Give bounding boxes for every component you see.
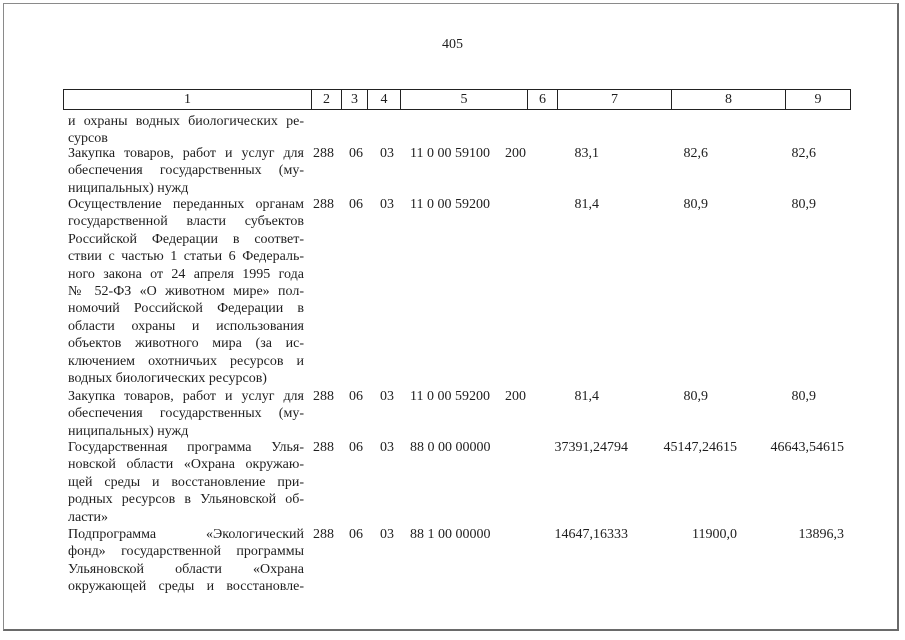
description-line: ствии с частью 1 статьи 6 Федераль-: [68, 249, 304, 265]
cell-amount-col8: 45147,24615: [663, 440, 737, 455]
cell-ministry-code: 288: [313, 197, 334, 212]
cell-subsection: 03: [380, 440, 394, 455]
cell-amount-col7: 81,4: [574, 389, 599, 404]
row-description: [68, 439, 304, 526]
row-description: [68, 145, 304, 197]
cell-target-article: 11 0 00 59100: [410, 146, 490, 161]
description-line: области охраны и использования: [68, 318, 304, 334]
description-line: ключением охотничьих ресурсов и: [68, 353, 304, 369]
row-description: [68, 526, 304, 596]
cell-target-article: 11 0 00 59200: [410, 197, 490, 212]
description-line: № 52-ФЗ «О животном мире» пол-: [68, 284, 304, 300]
description-line: обеспечения государственных (му-: [68, 163, 304, 179]
cell-expense-type: 200: [505, 146, 526, 161]
description-line: Закупка товаров, работ и услуг для: [68, 389, 304, 404]
header-col-8: 8: [672, 90, 786, 109]
header-col-5: 5: [401, 90, 528, 109]
header-col-3: 3: [342, 90, 368, 109]
description-line: Ульяновской области «Охрана: [68, 561, 304, 577]
description-line: новской области «Охрана окружаю-: [68, 457, 304, 473]
cell-ministry-code: 288: [313, 527, 334, 542]
cell-section: 06: [349, 146, 363, 161]
cell-amount-col9: 80,9: [791, 197, 816, 212]
cell-section: 06: [349, 389, 363, 404]
header-col-9: 9: [814, 92, 822, 107]
cell-section: 06: [349, 440, 363, 455]
header-col-2: 2: [312, 90, 342, 109]
cell-target-article: 88 0 00 00000: [410, 440, 491, 455]
description-line: обеспечения государственных (му-: [68, 406, 304, 422]
cell-subsection: 03: [380, 197, 394, 212]
cell-amount-col9: 82,6: [791, 146, 816, 161]
cell-amount-col8: 11900,0: [692, 527, 737, 542]
cell-amount-col7: 37391,24794: [554, 440, 628, 455]
cell-target-article: 11 0 00 59200: [410, 389, 490, 404]
description-line: объектов животного мира (за ис-: [68, 336, 304, 352]
header-col-1: 1: [64, 90, 312, 109]
cell-amount-col9: 13896,3: [798, 527, 844, 542]
cell-expense-type: 200: [505, 389, 526, 404]
description-line: ниципальных) нужд: [68, 423, 189, 439]
cell-amount-col9: 46643,54615: [770, 440, 844, 455]
cell-amount-col7: 83,1: [574, 146, 599, 161]
header-col-4: 4: [368, 90, 401, 109]
row-description: [68, 388, 304, 440]
description-line: Российской Федерации в соответ-: [68, 231, 304, 247]
cell-amount-col7: 81,4: [574, 197, 599, 212]
description-line: Осуществление переданных органам: [68, 197, 304, 212]
header-col-7: 7: [558, 90, 672, 109]
description-line: и охраны водных биологических ре-: [68, 114, 304, 129]
page-number: 405: [442, 37, 463, 52]
cell-subsection: 03: [380, 389, 394, 404]
cell-amount-col8: 82,6: [683, 146, 708, 161]
description-line: родных ресурсов в Ульяновской об-: [68, 492, 304, 508]
description-line: Государственная программа Улья-: [68, 440, 304, 455]
description-line: фонд» государственной программы: [68, 544, 304, 560]
row-description: [68, 196, 304, 387]
description-line: окружающей среды и восстановле-: [68, 579, 304, 595]
cell-subsection: 03: [380, 527, 394, 542]
cell-subsection: 03: [380, 146, 394, 161]
cell-section: 06: [349, 527, 363, 542]
description-line: сурсов: [68, 131, 108, 147]
description-line: водных биологических ресурсов): [68, 371, 267, 387]
description-line: ного закона от 24 апреля 1995 года: [68, 266, 304, 282]
description-line: номочий Российской Федерации в: [68, 301, 304, 317]
cell-amount-col8: 80,9: [683, 389, 708, 404]
description-line: ниципальных) нужд: [68, 180, 189, 196]
cell-target-article: 88 1 00 00000: [410, 527, 491, 542]
cell-amount-col9: 80,9: [791, 389, 816, 404]
cell-ministry-code: 288: [313, 440, 334, 455]
description-line: Закупка товаров, работ и услуг для: [68, 146, 304, 161]
description-line: ласти»: [68, 509, 109, 525]
description-line: щей среды и восстановление при-: [68, 474, 304, 490]
cell-section: 06: [349, 197, 363, 212]
cell-amount-col8: 80,9: [683, 197, 708, 212]
description-line: Подпрограмма «Экологический: [68, 527, 304, 542]
cell-ministry-code: 288: [313, 146, 334, 161]
description-line: государственной власти субъектов: [68, 214, 304, 230]
row-description: [68, 113, 304, 148]
cell-ministry-code: 288: [313, 389, 334, 404]
header-col-6: 6: [528, 90, 558, 109]
cell-amount-col7: 14647,16333: [554, 527, 628, 542]
